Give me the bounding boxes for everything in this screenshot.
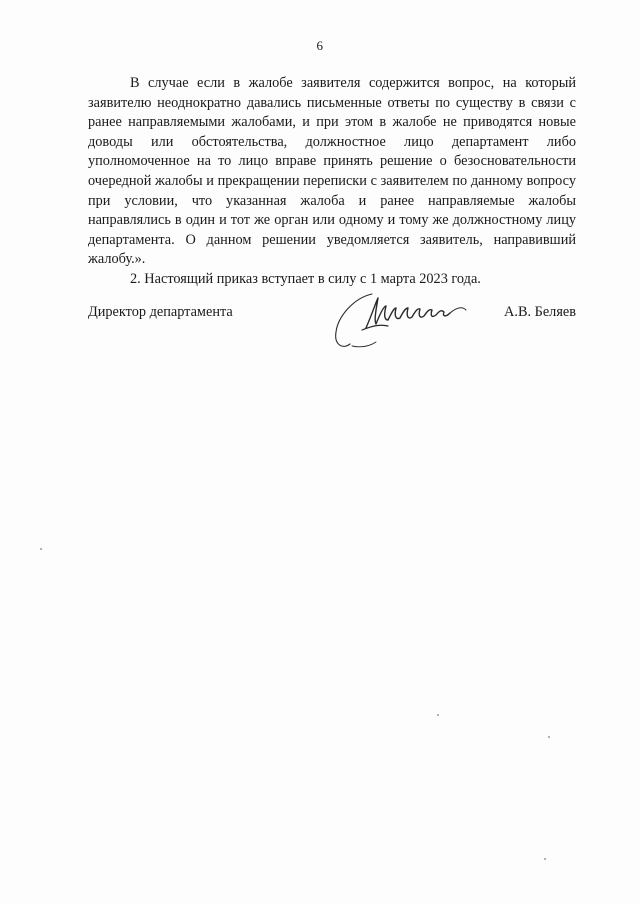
scan-speck: [40, 548, 42, 550]
signatory-title: Директор департамента: [88, 304, 233, 320]
scan-speck: [544, 858, 546, 860]
paragraph-effective-date: 2. Настоящий приказ вступает в силу с 1 марта 2023 года.: [130, 270, 481, 287]
paragraph-complaint-rule: В случае если в жалобе заявителя содержится вопрос, на который заявителю неоднократно давались письменные ответы по существу в связи с ранее направляемыми жалобами, и при этом в жалобе не приводятся новые доводы или обстоятельства, должностное лицо департамент либо уполномоченное на то лицо вправе принять решение о безосновательности очередной жалобы и прекращении переписки с заявителем по данному вопросу при условии, что указанная жалоба и ранее направляемые жалобы направлялись в один и тот же орган или одному и тому же должностному лицу департамента. О данном решении уведомляется заявитель, направивший жалобу.».: [88, 75, 576, 268]
document-body: [88, 74, 576, 290]
scan-speck: [437, 714, 439, 716]
scan-speck: [548, 736, 550, 738]
signature-block: [88, 304, 576, 364]
page-number: 6: [316, 38, 324, 53]
signatory-name: А.В. Беляев: [504, 304, 576, 320]
handwritten-signature: [332, 284, 478, 356]
